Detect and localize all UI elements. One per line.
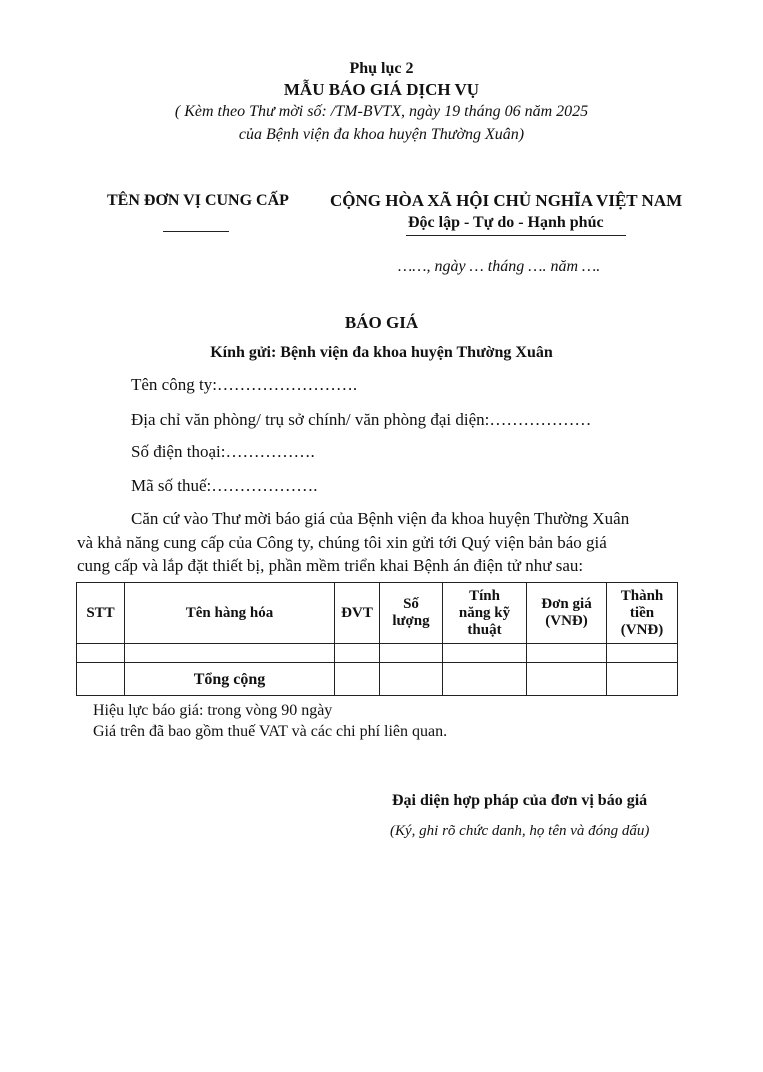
table-total-row: [77, 663, 678, 696]
header-amount: Thành tiền (VNĐ): [607, 583, 678, 644]
company-name-field: Tên công ty:…………………….: [131, 375, 358, 394]
nation-name: CỘNG HÒA XÃ HỘI CHỦ NGHĨA VIỆT NAM: [330, 191, 683, 210]
form-title: MẪU BÁO GIÁ DỊCH VỤ: [283, 80, 480, 99]
vat-note: Giá trên đã bao gồm thuế VAT và các chi phí liên quan.: [93, 723, 448, 740]
header-item-name: Tên hàng hóa: [125, 583, 335, 644]
document-title: BÁO GIÁ: [344, 313, 419, 332]
header-unit: ĐVT: [335, 583, 380, 644]
signature-note: (Ký, ghi rõ chức danh, họ tên và đóng dấu): [390, 823, 650, 839]
table-header-row: [77, 583, 678, 644]
body-line-1: Căn cứ vào Thư mời báo giá của Bệnh viện đa khoa huyện Thường Xuân: [131, 509, 630, 528]
quote-table: [76, 582, 678, 696]
header-quantity: Số lượng: [380, 583, 443, 644]
validity-note: Hiệu lực báo giá: trong vòng 90 ngày: [93, 702, 333, 719]
total-label: Tổng cộng: [125, 663, 335, 696]
supplier-underline: [163, 231, 229, 232]
nation-motto: Độc lập - Tự do - Hạnh phúc: [408, 214, 604, 231]
tax-code-field: Mã số thuế:……………….: [131, 476, 318, 495]
header-unit-price: Đơn giá (VNĐ): [527, 583, 607, 644]
reference-line-1: ( Kèm theo Thư mời số: /TM-BVTX, ngày 19 tháng 06 năm 2025: [174, 103, 589, 120]
motto-underline: [406, 235, 626, 236]
address-field: Địa chỉ văn phòng/ trụ sở chính/ văn phòng đại diện:………………: [131, 410, 592, 429]
body-line-2: và khả năng cung cấp của Công ty, chúng tôi xin gửi tới Quý viện bản báo giá: [77, 533, 607, 552]
table-row: [77, 644, 678, 663]
phone-field: Số điện thoại:…………….: [131, 442, 315, 461]
reference-line-2: của Bệnh viện đa khoa huyện Thường Xuân): [238, 126, 525, 143]
header-stt: STT: [77, 583, 125, 644]
recipient-line: Kính gửi: Bệnh viện đa khoa huyện Thường Xuân: [210, 344, 553, 361]
body-line-3: cung cấp và lắp đặt thiết bị, phần mềm triển khai Bệnh án điện tử như sau:: [77, 556, 584, 575]
supplier-label: TÊN ĐƠN VỊ CUNG CẤP: [107, 192, 289, 209]
header-specifications: Tính năng kỹ thuật: [443, 583, 527, 644]
appendix-label: Phụ lục 2: [349, 60, 414, 77]
date-line: ……, ngày … tháng …. năm ….: [398, 258, 601, 275]
signature-title: Đại diện hợp pháp của đơn vị báo giá: [392, 792, 648, 809]
